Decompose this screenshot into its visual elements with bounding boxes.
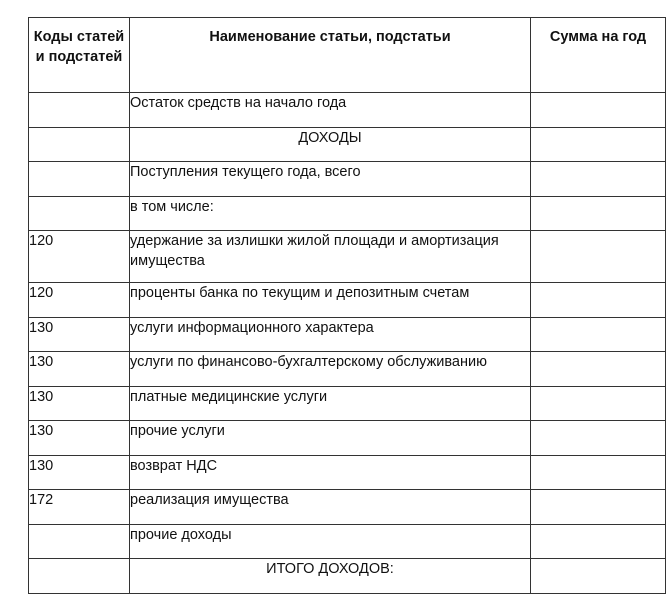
row-code-cell [29, 93, 130, 128]
row-sum-cell [531, 283, 666, 318]
row-code-cell [29, 524, 130, 559]
row-code-cell: 130 [29, 455, 130, 490]
table-row [29, 231, 666, 283]
table-row [29, 317, 666, 352]
row-name-cell: Поступления текущего года, всего [130, 162, 531, 197]
row-sum-cell [531, 559, 666, 594]
row-name-cell: услуги по финансово-бухгалтерскому обслуживанию [130, 352, 531, 387]
row-name-cell: услуги информационного характера [130, 317, 531, 352]
row-code-cell [29, 162, 130, 197]
row-name-cell: ИТОГО ДОХОДОВ: [130, 559, 531, 594]
table-row [29, 455, 666, 490]
row-name-cell: в том числе: [130, 196, 531, 231]
row-sum-cell [531, 196, 666, 231]
row-code-cell: 130 [29, 317, 130, 352]
table-row [29, 162, 666, 197]
row-code-cell: 172 [29, 490, 130, 525]
budget-table [28, 17, 666, 594]
table-row [29, 421, 666, 456]
row-sum-cell [531, 386, 666, 421]
table-row [29, 352, 666, 387]
row-name-cell: Остаток средств на начало года [130, 93, 531, 128]
header-code: Коды статей и подстатей [29, 18, 130, 93]
row-name-cell: прочие доходы [130, 524, 531, 559]
row-sum-cell [531, 455, 666, 490]
row-name-cell: возврат НДС [130, 455, 531, 490]
table-body [29, 93, 666, 594]
row-code-cell: 120 [29, 231, 130, 283]
row-name-cell: ДОХОДЫ [130, 127, 531, 162]
row-sum-cell [531, 490, 666, 525]
row-name-cell: платные медицинские услуги [130, 386, 531, 421]
row-code-cell: 120 [29, 283, 130, 318]
row-sum-cell [531, 524, 666, 559]
row-code-cell [29, 127, 130, 162]
row-code-cell [29, 559, 130, 594]
table-row [29, 93, 666, 128]
row-code-cell: 130 [29, 421, 130, 456]
header-row [29, 18, 666, 93]
header-sum: Сумма на год [531, 18, 666, 93]
row-code-cell: 130 [29, 352, 130, 387]
row-name-cell: реализация имущества [130, 490, 531, 525]
row-sum-cell [531, 352, 666, 387]
table-row [29, 524, 666, 559]
row-code-cell: 130 [29, 386, 130, 421]
row-sum-cell [531, 93, 666, 128]
table-row [29, 196, 666, 231]
table-row [29, 127, 666, 162]
table-row [29, 559, 666, 594]
row-sum-cell [531, 162, 666, 197]
table-row [29, 283, 666, 318]
row-code-cell [29, 196, 130, 231]
header-name: Наименование статьи, подстатьи [130, 18, 531, 93]
row-sum-cell [531, 231, 666, 283]
row-name-cell: удержание за излишки жилой площади и амортизация имущества [130, 231, 531, 283]
row-sum-cell [531, 421, 666, 456]
table-row [29, 490, 666, 525]
row-name-cell: прочие услуги [130, 421, 531, 456]
row-sum-cell [531, 127, 666, 162]
table-row [29, 386, 666, 421]
row-name-cell: проценты банка по текущим и депозитным счетам [130, 283, 531, 318]
row-sum-cell [531, 317, 666, 352]
